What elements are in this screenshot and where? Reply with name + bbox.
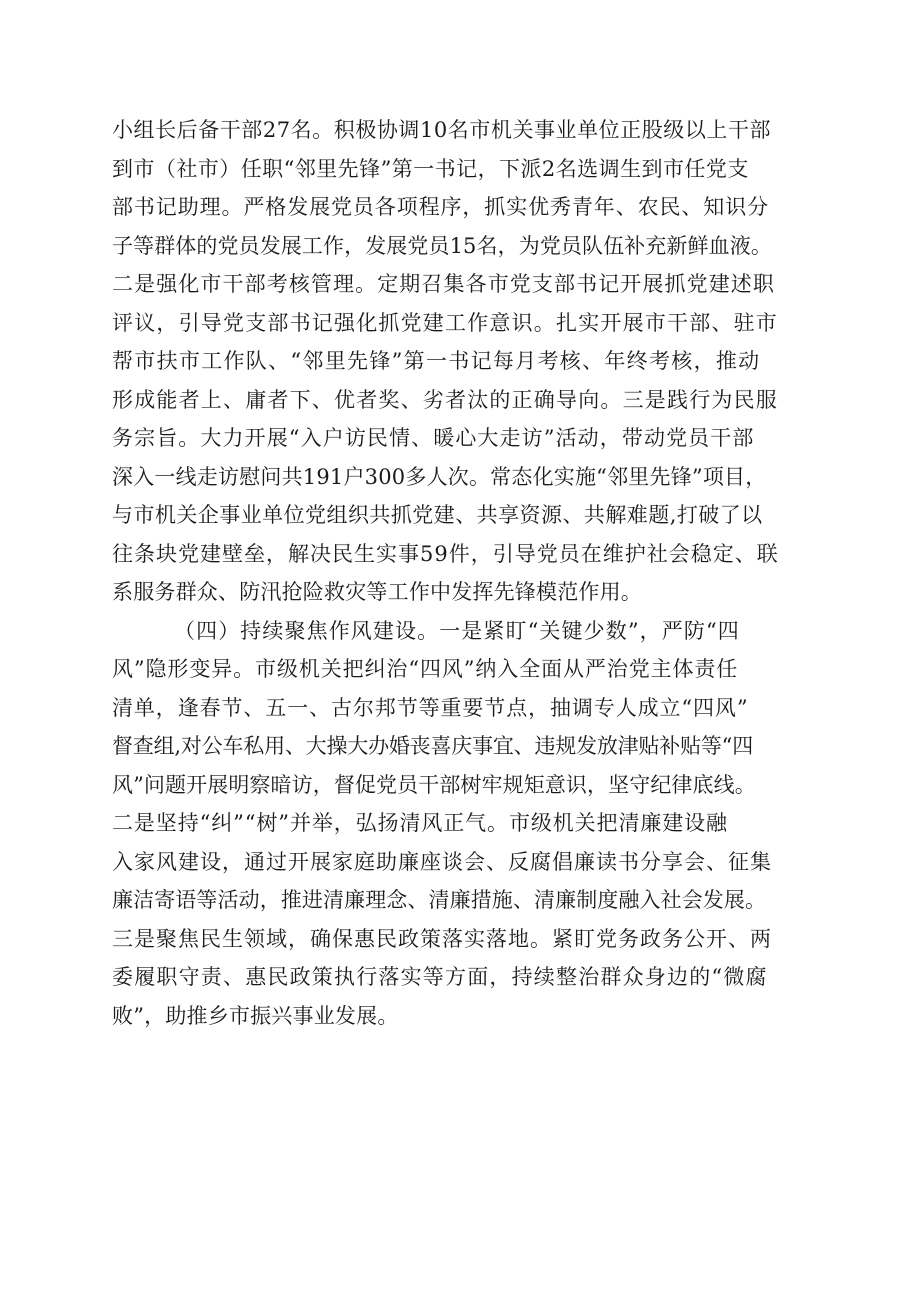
text-line: 三是聚焦民生领域，确保惠民政策落实落地。紧盯党务政务公开、两 [112, 926, 772, 951]
text-line: 系服务群众、防汛抢险救灾等工作中发挥先锋模范作用。 [112, 580, 642, 604]
paragraph-work-style [112, 612, 812, 1036]
text-line: 往条块党建壁垒，解决民生实事59件，引导党员在维护社会稳定、联 [112, 541, 779, 566]
text-line: 与市机关企事业单位党组织共抓党建、共享资源、共解难题,打破了以 [112, 503, 763, 527]
text-line: 务宗旨。大力开展“入户访民情、暖心大走访”活动，带动党员干部 [112, 426, 755, 450]
text-line: 帮市扶市工作队、“邻里先锋”第一书记每月考核、年终考核，推动 [112, 349, 761, 373]
text-line: 评议，引导党支部书记强化抓党建工作意识。扎实开展市干部、驻市 [112, 310, 778, 335]
text-line: 入家风建设，通过开展家庭助廉座谈会、反腐倡廉读书分享会、征集 [112, 849, 772, 874]
text-line: 败”，助推乡市振兴事业发展。 [112, 1003, 399, 1028]
text-line: 风”隐形变异。市级机关把纠治“四风”纳入全面从严治党主体责任 [112, 657, 739, 681]
paragraph-personnel [112, 111, 812, 612]
section-heading-line: （四）持续聚焦作风建设。一是紧盯“关键少数”，严防“四 [174, 618, 740, 643]
text-line: 子等群体的党员发展工作，发展党员15名，为党员队伍补充新鲜血液。 [112, 233, 772, 258]
text-line: 督查组,对公车私用、大操大办婚丧喜庆事宜、违规发放津贴补贴等“四 [112, 734, 754, 758]
text-line: 深入一线走访慰问共191户300多人次。常态化实施“邻里先锋”项目， [112, 464, 767, 489]
text-line: 小组长后备干部27名。积极协调10名市机关事业单位正股级以上干部 [112, 118, 772, 142]
text-line: 风”问题开展明察暗访，督促党员干部树牢规矩意识，坚守纪律底线。 [112, 772, 756, 797]
document-body [112, 111, 812, 1035]
text-line: 二是坚持“纠”“树”并举，弘扬清风正气。市级机关把清廉建设融 [112, 811, 728, 835]
text-line: 清单，逢春节、五一、古尔邦节等重要节点，抽调专人成立“四风” [112, 695, 749, 720]
text-line: 形成能者上、庸者下、优者奖、劣者汰的正确导向。三是践行为民服 [112, 387, 778, 412]
text-line: 部书记助理。严格发展党员各项程序，抓实优秀青年、农民、知识分 [112, 195, 769, 219]
text-line: 到市（社市）任职“邻里先锋”第一书记，下派2名选调生到市任党支 [112, 156, 749, 181]
text-line: 廉洁寄语等活动，推进清廉理念、清廉措施、清廉制度融入社会发展。 [112, 888, 767, 912]
text-line: 二是强化市干部考核管理。定期召集各市党支部书记开展抓党建述职 [112, 272, 775, 296]
text-line: 委履职守责、惠民政策执行落实等方面，持续整治群众身边的“微腐 [112, 965, 768, 989]
